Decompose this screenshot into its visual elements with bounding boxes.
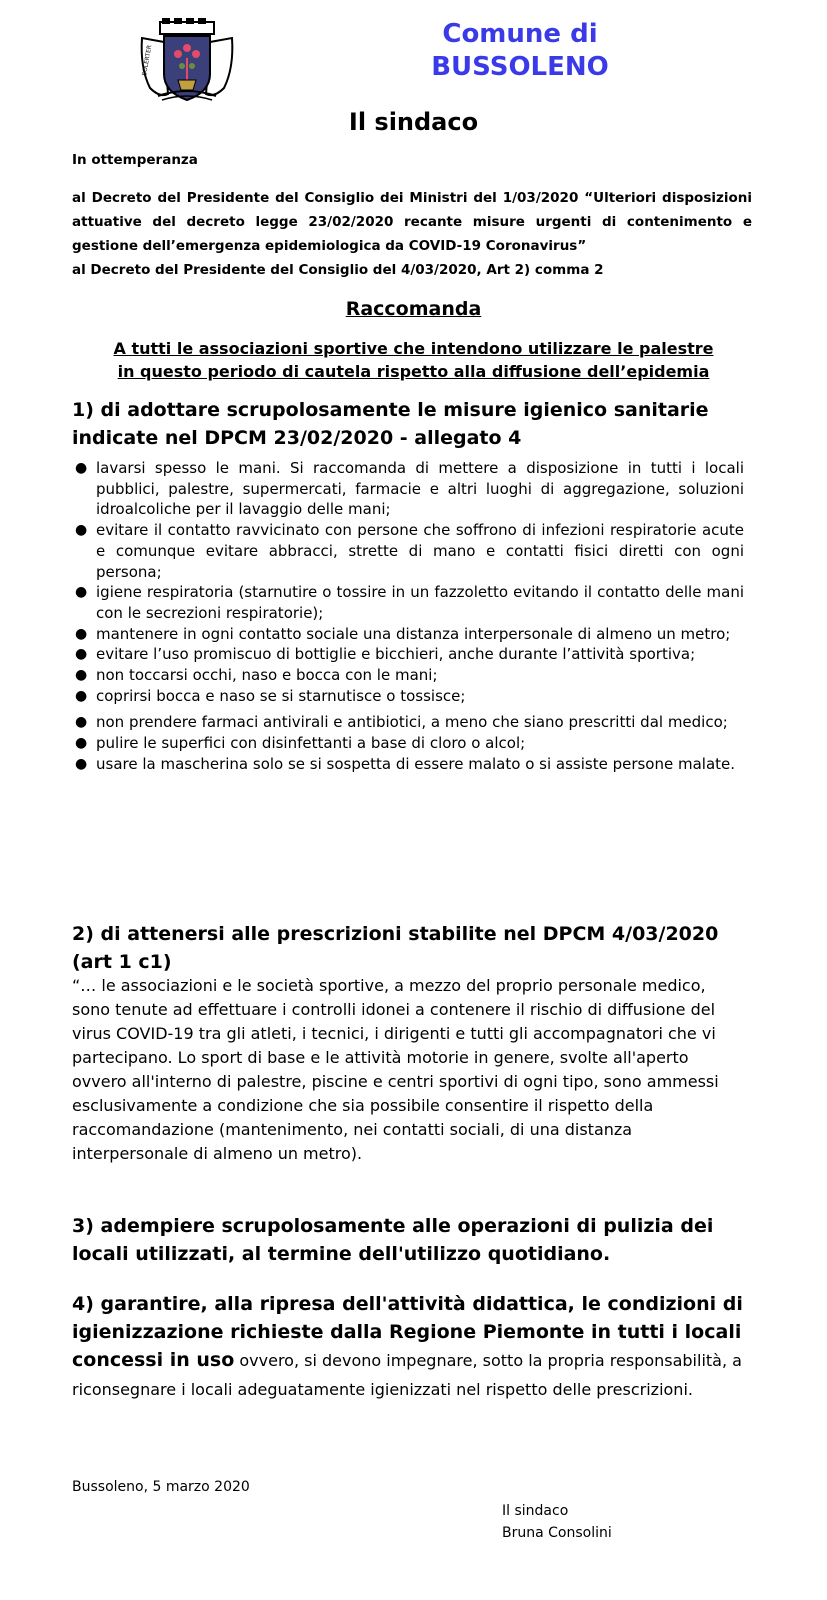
list-item-text: evitare l’uso promiscuo di bottiglie e bicchieri, anche durante l’attività sportiva; [96,645,696,664]
raccomanda-subtitle-line-2: in questo periodo di cautela rispetto alla diffusione dell’epidemia [117,362,710,381]
bullet-icon: ● [75,667,88,684]
bullet-icon: ● [75,522,88,539]
bullet-icon: ● [75,460,88,476]
bullet-icon: ● [75,735,88,752]
list-item [72,458,744,520]
section-4-text: ovvero, si devono impegnare, sotto la propria responsabilità, a riconsegnare i locali adeguatamente igienizzati nel rispetto delle prescrizioni. [72,1351,742,1399]
list-item [72,712,744,733]
section-4-heading: 4) garantire, alla ripresa dell'attività didattica, le condizioni di igienizzazione richieste dalla Regione Piemonte in tutti i locali concessi in uso [72,1293,743,1371]
signature-role: Il sindaco [502,1503,569,1519]
list-item [72,644,744,665]
list-item-text: usare la mascherina solo se si sospetta di essere malato o si assiste persone malate. [96,754,736,773]
list-item [72,520,744,582]
bullet-icon: ● [75,714,88,731]
list-item-text: non toccarsi occhi, naso e bocca con le mani; [96,666,438,685]
list-item [72,582,744,623]
section-2-text: “… le associazioni e le società sportive, a mezzo del proprio personale medico, sono tenute ad effettuare i controlli idonei a contenere il rischio di diffusione del virus COVID-19 tra gli atleti, i tecnici, i dirigenti e tutti gli accompagnatori che vi partecipano. Lo sport di base e le attività motorie in genere, svolte all'aperto ovvero all'interno di palestre, piscine e centri sportivi di ogni tipo, sono ammessi esclusivamente a condizione che sia possibile consentire il rispetto della raccomandazione (mantenimento, nei contatti sociali, di una distanza interpersonale di almeno un metro). [72,976,719,1163]
preamble-intro: In ottemperanza [72,152,198,168]
list-item [72,754,744,775]
list-item-text: pulire le superfici con disinfettanti a base di cloro o alcol; [96,734,526,753]
bullet-icon: ● [75,687,88,704]
section-4 [72,1290,762,1404]
raccomanda-subtitle-line-1: A tutti le associazioni sportive che intendono utilizzare le palestre [113,339,714,358]
raccomanda-subtitle [0,337,827,383]
list-item-text: mantenere in ogni contatto sociale una distanza interpersonale di almeno un metro; [96,624,731,643]
list-item-text: coprirsi bocca e naso se si starnutisce o tossisce; [96,686,466,705]
page-title: Il sindaco [348,108,479,136]
svg-text:SOLERTER: SOLERTER [141,44,154,77]
list-item [72,624,744,645]
bullet-icon: ● [75,646,88,663]
list-item-text: lavarsi spesso le mani. Si raccomanda di mettere a disposizione in tutti i locali pubblici, palestre, supermercati, farmacie e altri luoghi di aggregazione, soluzioni idroalcoliche per il lavaggio delle mani; [96,459,744,519]
bullet-icon: ● [75,625,88,642]
list-item [72,686,744,707]
municipality-label: Comune di [442,19,598,49]
coat-of-arms-icon [138,18,236,102]
municipality-name [400,18,640,84]
bullet-icon: ● [75,755,88,772]
place-date: Bussoleno, 5 marzo 2020 [72,1479,250,1495]
list-item-text: evitare il contatto ravvicinato con persone che soffrono di infezioni respiratorie acute e comunque evitare abbracci, strette di mano e contatti fisici diretti con ogni persona; [96,521,744,581]
signature-name: Bruna Consolini [502,1525,612,1541]
list-item-text: non prendere farmaci antivirali e antibiotici, a meno che siano prescritti dal medico; [96,713,728,732]
section-1-heading: 1) di adottare scrupolosamente le misure igienico sanitarie indicate nel DPCM 23/02/2020 - allegato 4 [72,399,709,449]
signature-block [502,1500,612,1544]
list-item-text: igiene respiratoria (starnutire o tossire in un fazzoletto evitando il contatto delle mani con le secrezioni respiratorie); [96,583,744,622]
raccomanda-heading: Raccomanda [345,298,482,320]
section-2-heading: 2) di attenersi alle prescrizioni stabilite nel DPCM 4/03/2020 (art 1 c1) [72,923,719,973]
bullet-icon: ● [75,584,88,601]
hygiene-measures-list [72,458,744,775]
preamble-decree-1: al Decreto del Presidente del Consiglio dei Ministri del 1/03/2020 “Ulteriori disposizioni attuative del decreto legge 23/02/2020 recante misure urgenti di contenimento e gestione dell’emergenza epidemiologica da COVID-19 Coronavirus” [72,190,752,254]
list-item [72,733,744,754]
list-item [72,665,744,686]
preamble-decree-2: al Decreto del Presidente del Consiglio del 4/03/2020, Art 2) comma 2 [72,262,604,278]
section-3-heading: 3) adempiere scrupolosamente alle operazioni di pulizia dei locali utilizzati, al termine dell'utilizzo quotidiano. [72,1215,714,1265]
municipality-town: BUSSOLENO [431,52,609,82]
